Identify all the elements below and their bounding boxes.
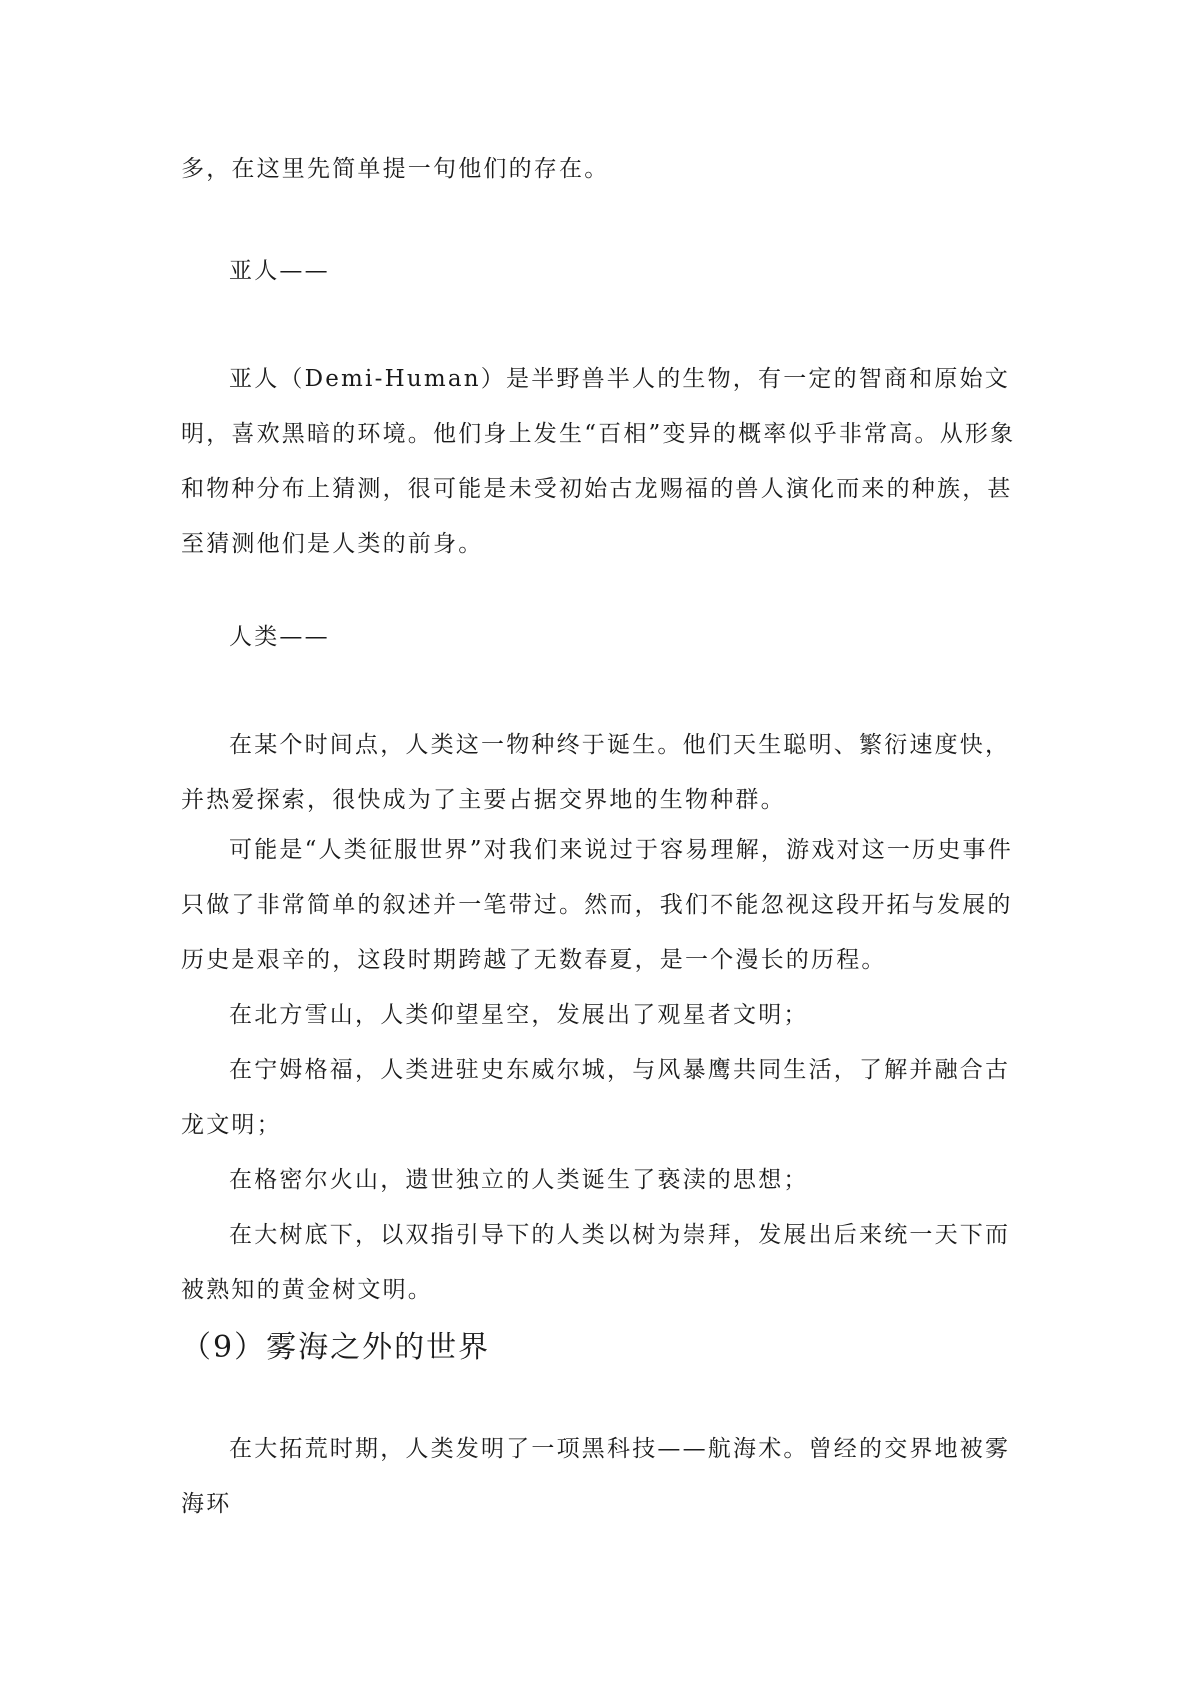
paragraph-conquest: 可能是“人类征服世界”对我们来说过于容易理解，游戏对这一历史事件只做了非常简单的叙述并一笔带过。然而，我们不能忽视这段开拓与发展的历史是艰辛的，这段时期跨越了无数春夏，是一个漫长的历程。 xyxy=(181,837,1013,973)
paragraph-great-exploration: 在大拓荒时期，人类发明了一项黑科技——航海术。曾经的交界地被雾海环 xyxy=(181,1436,1011,1517)
subheading-demi-human: 亚人—— xyxy=(229,258,330,284)
subheading-humans: 人类—— xyxy=(229,624,330,650)
paragraph-demi-human: 亚人（Demi-Human）是半野兽半人的生物，有一定的智商和原始文明，喜欢黑暗的环境。他们身上发生“百相”变异的概率似乎非常高。从形象和物种分布上猜测，很可能是未受初始古龙赐福的兽人演化而来的种族，甚至猜测他们是人类的前身。 xyxy=(181,366,1016,557)
paragraph-erdtree: 在大树底下，以双指引导下的人类以树为崇拜，发展出后来统一天下而被熟知的黄金树文明。 xyxy=(181,1222,1011,1303)
paragraph-humans-birth: 在某个时间点，人类这一物种终于诞生。他们天生聪明、繁衍速度快，并热爱探索，很快成为了主要占据交界地的生物种群。 xyxy=(181,732,1011,813)
section-heading: （9）雾海之外的世界 xyxy=(181,1330,491,1365)
paragraph-gelmir: 在格密尔火山，遗世独立的人类诞生了亵渎的思想； xyxy=(229,1167,809,1193)
paragraph-limgrave: 在宁姆格福，人类进驻史东威尔城，与风暴鹰共同生活，了解并融合古龙文明； xyxy=(181,1057,1011,1138)
paragraph-continuation: 多，在这里先简单提一句他们的存在。 xyxy=(181,156,610,182)
paragraph-north-snow: 在北方雪山，人类仰望星空，发展出了观星者文明； xyxy=(229,1002,809,1028)
